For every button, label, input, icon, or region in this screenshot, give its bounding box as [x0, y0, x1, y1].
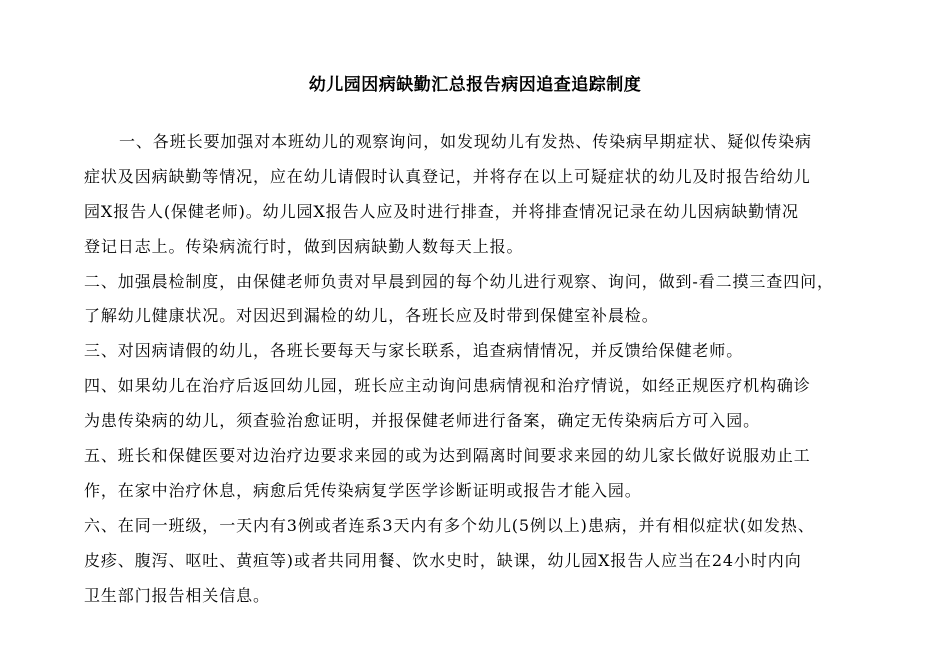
paragraph-6-line-1: 六、在同一班级，一天内有3例或者连系3天内有多个幼儿(5例以上)患病，并有相似症状(如发热、: [84, 516, 815, 535]
paragraph-3-line-1: 三、对因病请假的幼儿，各班长要每天与家长联系，追查病情情况，并反馈给保健老师。: [84, 341, 744, 360]
paragraph-6-line-2: 皮疹、腹泻、呕吐、黄疸等)或者共同用餐、饮水史时，缺课，幼儿园X报告人应当在24小时内向: [84, 551, 802, 570]
paragraph-1-line-3: 园X报告人(保健老师)。幼儿园X报告人应及时进行排查，并将排查情况记录在幼儿因病缺勤情况: [84, 202, 799, 221]
document-title: 幼儿园因病缺勤汇总报告病因追查追踪制度: [308, 75, 642, 95]
paragraph-5-line-1: 五、班长和保健医要对边治疗边要求来园的或为达到隔离时间要求来园的幼儿家长做好说服劝止工: [84, 446, 811, 465]
paragraph-6-line-3: 卫生部门报告相关信息。: [84, 586, 270, 605]
paragraph-4-line-2: 为患传染病的幼儿，须查验治愈证明，并报保健老师进行备案，确定无传染病后方可入园。: [84, 411, 761, 430]
paragraph-1-line-4: 登记日志上。传染病流行时，做到因病缺勤人数每天上报。: [84, 237, 524, 256]
paragraph-2-line-2: 了解幼儿健康状况。对因迟到漏检的幼儿，各班长应及时带到保健室补晨检。: [84, 306, 659, 325]
paragraph-1-line-1: 一、各班长要加强对本班幼儿的观察询问，如发现幼儿有发热、传染病早期症状、疑似传染病: [119, 132, 812, 151]
paragraph-5-line-2: 作，在家中治疗休息，病愈后凭传染病复学医学诊断证明或报告才能入园。: [84, 481, 642, 500]
paragraph-1-line-2: 症状及因病缺勤等情况，应在幼儿请假时认真登记，并将存在以上可疑症状的幼儿及时报告给幼儿: [84, 167, 811, 186]
paragraph-4-line-1: 四、如果幼儿在治疗后返回幼儿园，班长应主动询问患病情视和治疗情说，如经正规医疗机构确诊: [84, 376, 811, 395]
paragraph-2-line-1: 二、加强晨检制度，由保健老师负责对早晨到园的每个幼儿进行观察、询问，做到-看二摸三查四问，: [84, 272, 834, 291]
